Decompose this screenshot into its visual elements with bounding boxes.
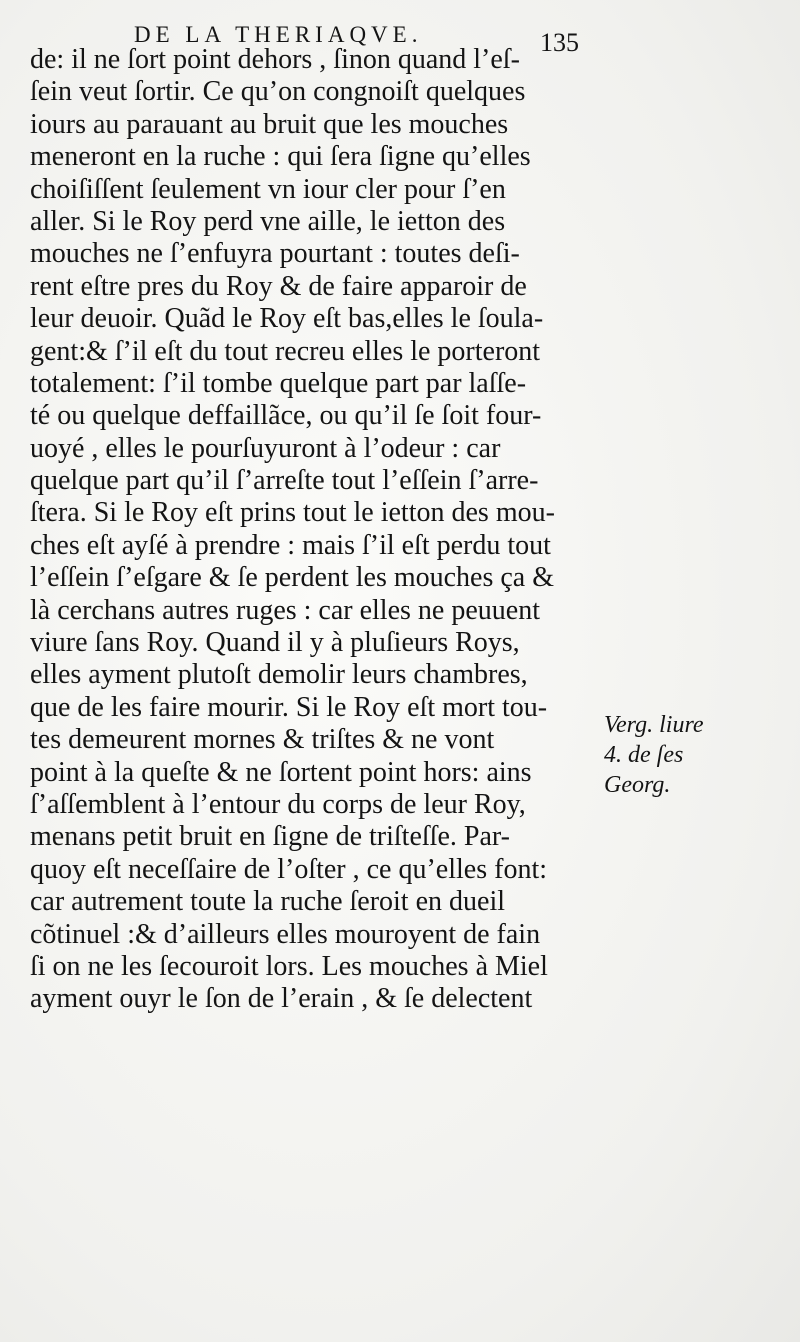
text-line: choiſiſſent ſeulement vn iour cler pour ſ’en (30, 173, 506, 205)
text-line: cõtinuel :& d’ailleurs elles mouroyent de fain (30, 918, 541, 950)
text-line: gent:& ſ’il eſt du tout recreu elles le porteront (30, 335, 541, 367)
text-line: là cerchans autres ruges : car elles ne peuuent (30, 594, 540, 626)
text-line: viure ſans Roy. Quand il y à pluſieurs Roys, (30, 627, 520, 659)
text-line: car autrement toute la ruche ſeroit en dueil (30, 886, 506, 918)
text-line: aller. Si le Roy perd vne aille, le ietton des (30, 205, 506, 237)
text-line: quoy eſt neceſſaire de l’oſter , ce qu’elles font: (30, 853, 548, 885)
text-line: l’eſſein ſ’eſgare & ſe perdent les mouches ça & (30, 562, 555, 594)
text-line: ches eſt ayſé à prendre : mais ſ’il eſt perdu tout (30, 529, 551, 561)
text-line: uoyé , elles le pourſuyuront à l’odeur : car (30, 432, 501, 464)
text-line: iours au parauant au bruit que les mouches (30, 108, 509, 140)
body-text (30, 44, 595, 1016)
text-line: tes demeurent mornes & triſtes & ne vont (30, 724, 495, 756)
running-head: DE LA THERIAQVE. (134, 22, 423, 47)
marginal-note (604, 710, 794, 800)
marginal-note-line: Verg. liure (604, 712, 704, 738)
text-line: té ou quelque deffaillãce, ou qu’il ſe ſoit four- (30, 400, 542, 432)
text-line: totalement: ſ’il tombe quelque part par laſſe- (30, 367, 527, 399)
text-line: leur deuoir. Quãd le Roy eſt bas,elles le ſoula- (30, 303, 544, 335)
text-line: ayment ouyr le ſon de l’erain , & ſe delectent (30, 983, 533, 1015)
text-line: menans petit bruit en ſigne de triſteſſe. Par- (30, 821, 510, 853)
marginal-note-line: Georg. (604, 772, 671, 798)
marginal-note-line: 4. de ſes (604, 742, 684, 768)
text-line: que de les faire mourir. Si le Roy eſt mort tou- (30, 691, 548, 723)
text-line: quelque part qu’il ſ’arreſte tout l’eſſein ſ’arre- (30, 465, 539, 497)
text-line: ſi on ne les ſecouroit lors. Les mouches à Miel (30, 950, 548, 982)
text-line: rent eſtre pres du Roy & de faire apparoir de (30, 270, 527, 302)
text-line: ſtera. Si le Roy eſt prins tout le ietton des mou- (30, 497, 555, 529)
text-line: de: il ne ſort point dehors , ſinon quand l’eſ- (30, 44, 520, 75)
text-line: mouches ne ſ’enfuyra pourtant : toutes deſi- (30, 238, 520, 270)
page-number: 135 (540, 28, 579, 57)
text-line: elles ayment plutoſt demolir leurs chambres, (30, 659, 528, 691)
text-line: point à la queſte & ne ſortent point hors: ains (30, 756, 532, 788)
text-line: ſ’aſſemblent à l’entour du corps de leur Roy, (30, 788, 526, 820)
text-line: meneront en la ruche : qui ſera ſigne qu’elles (30, 141, 531, 173)
text-line: ſein veut ſortir. Ce qu’on congnoiſt quelques (30, 76, 526, 108)
